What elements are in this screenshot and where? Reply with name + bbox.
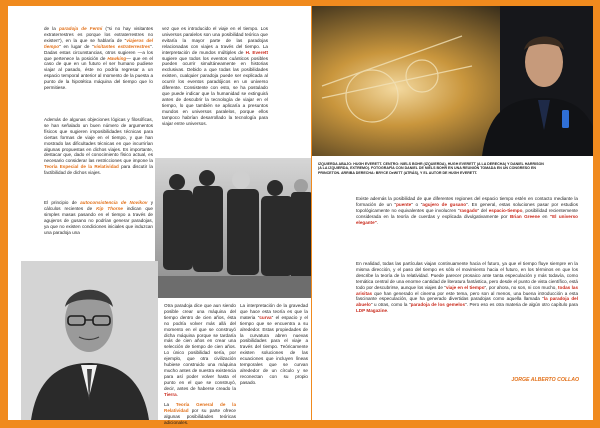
paragraph-text: Además de algunas objeciones lógicas y filosóficas, se han señalado un buen número de argumentos físicos que sugieren imposibilidades técnicas para ciertas formas de viaje en el tiempo, y que han mostrado las dificultades técnicas en que incurrirían algunas propuestas en dichos viajes. Es importante, destacar que, dado el conocimiento físico actual, es necesario considerar las restricciones que impone la (44, 117, 153, 164)
col2-para1 (162, 26, 268, 126)
highlighted-term: Kip Thorne (96, 205, 123, 211)
photo-scientist-lab (312, 6, 593, 156)
portrait-hugh-everett (21, 261, 158, 420)
highlighted-term: paradoja de Fermi (58, 26, 103, 31)
highlighted-term: curva (259, 314, 272, 320)
highlighted-term: "El universo elegante" (356, 213, 578, 225)
paragraph-text: de la (44, 26, 59, 31)
paragraph-text: por su parte ofrece algunas posibilidades teóricas adicionales. (164, 407, 236, 425)
paragraph-text: ("si no hay visitantes extraterrestres es porque los extraterrestres no existen"), en la que se hablaría de " (44, 26, 153, 43)
paragraph-text: La interpretación de la gravedad que hace esta teoría es que la materia " (240, 303, 308, 320)
col2-lower-para2 (164, 402, 236, 426)
paragraph-text: ". Dadas estas circunstancias, otros sugieren —a los que pertenece la posición de (44, 43, 153, 61)
col1-para3 (44, 200, 153, 235)
paragraph-text: . (176, 391, 178, 397)
left-page (8, 6, 311, 425)
highlighted-term: Brian Greene (509, 213, 540, 219)
highlighted-term: rasgado (459, 207, 478, 213)
paragraph-text: " u otras, como la " (370, 302, 411, 308)
paragraph-text: . (376, 219, 379, 225)
highlighted-term: puente (396, 201, 412, 207)
highlighted-term: paradoja de los gemelos (410, 302, 465, 308)
paragraph-text: ". En general, estas soluciones pasar por estudios topológicamente no equivalentes que involucren " (356, 201, 578, 213)
paragraph-text: " o " (411, 201, 423, 207)
highlighted-term: Tierra (164, 391, 177, 397)
highlighted-term: autoconsistencia de Novikov (80, 200, 148, 205)
paragraph-text: . (387, 308, 389, 314)
paragraph-text: vez que es introducido el viaje en el tiempo. Los universos paralelos son una posibilidad teórica que evitaría la mayor parte de las paradojas relacionadas con viajes a través del tiempo. La interpretación de mundos múltiples de (162, 26, 268, 55)
highlighted-term: Teoría Especial de la Relatividad (44, 164, 119, 170)
paragraph-text: , posibilidad recientemente considerada en la teoría de cuerdas y explicada divulgativamente por (356, 207, 578, 219)
col2-lower-para1 (164, 303, 236, 398)
highlighted-term: viaje en el tiempo (445, 284, 485, 290)
highlighted-term: LDP Magazine (356, 308, 388, 314)
paragraph-text: en (539, 213, 550, 219)
paragraph-text: " el espacio y el tiempo que se encuentra a su alrededor. Estas propiedades de la curvatura abren nuevas posibilidades para el viaje a través del tiempo. Teóricamente existen soluciones de las ecuaciones que incluyen líneas temporales que se curvan alrededor de un círculo y se reconectan con su propio pasado. (240, 314, 308, 385)
highlighted-term: visitantes extraterrestres (93, 43, 151, 49)
paragraph-text: " del (477, 207, 489, 213)
paragraph-text: ". Pero eso es otra materia de algún otro capítulo para (465, 302, 578, 308)
author-credit: JORGE ALBERTO COLLAO (511, 377, 579, 383)
col1-para1 (44, 26, 153, 91)
highlighted-term: agujero de gusano (422, 201, 467, 207)
paragraph-text: para discutir la factibilidad de dichos viajes. (44, 164, 153, 176)
paragraph-text: — que en el caso de que en un futuro el ser humano pudiese viajar al pasado, éste no podría regresar a un espacio temporal anterior al momento de la puesta a punto de la hipotética máquina del tiempo que lo permitiese. (44, 55, 153, 91)
paragraph-text: En realidad, todas las partículas viajan continuamente hacia el futuro, ya que el tiempo fluye siempre en la misma dirección, y el paso del tiempo es sólo el movimiento hacia el futuro, en los términos en que los describe la teoría de la relatividad. Puede parecer prosaico ante tanta especulación y más todavía, como temática central de una enorme cantidad de literatura fantástica, pero desde el punto de vista científico, está todo por descubrirse, aunque los viajes de " (356, 261, 578, 290)
col1-para2 (44, 117, 153, 176)
paragraph-text: que han generado el cinema por este tema, pero son al menos, una buena introducción a esta fascinante especulación, que ha generado divertidas paradojas como aquella llamada " (356, 290, 578, 302)
paragraph-text: sugiere que todos los eventos cuánticos posibles pueden ocurrir simultáneamente en historias exclusivas. Debido a que todas las posibilidades existen, cualquier paradoja puede ser explicada al ocurrir los eventos paradójicos en un universo diferente. Consistente con esto, se ha postulado que puede indicar que la humanidad se extinguirá antes de descubrir la tecnología de viajar en el tiempo, lo que también se aplicaría a presuntos mundos en universos paralelos, porque ellos tampoco habrían desarrollado la tecnología para viajar entre universos. (162, 55, 268, 126)
col4-para2 (356, 261, 578, 314)
highlighted-term: Teoría General de la Relatividad (164, 402, 237, 413)
highlighted-term: todas las arisitas (356, 284, 578, 296)
paragraph-text: " en lugar de " (59, 43, 94, 49)
paragraph-text: El principio de (44, 200, 81, 205)
paragraph-text: indican que simples masas pasando en el tiempo a través de agujeros de gusano no podrían generar paradojas, ya que no existen condiciones iniciales que induzcan una paradoja una (44, 205, 153, 235)
paragraph-text: La (164, 402, 176, 407)
highlighted-term: H. Everett (245, 49, 268, 55)
highlighted-term: la paradoja del abuelo (356, 296, 579, 308)
col4-para1 (356, 196, 578, 226)
paragraph-text: Existe además la posibilidad de que diferentes regiones del espacio tiempo estén en contacto mediante la formación de un " (356, 196, 578, 207)
photo-caption: IZQUIERDA ABAJO: HUGH EVERETT. CENTRO: NIELS BOHR (IZQUIERDA), HUGH EVERETT (A LA DERECHA) Y DANIEL HARRISON (A LA IZQUIERDA, EXTREMO). FOTOGRAFÍA CON DANIEL DE NIELS BOHR EN UNA REUNIÓN TOMADA EN UN CONGRESO EN PRINCETON. ARRIBA DERECHA: BRYCE DeWITT (ATRÁS), Y EL AUTOR DE HUGH EVERETT. (318, 162, 544, 175)
paragraph-text: ", por ahora, no son, ni con mucho, (484, 284, 558, 290)
right-page (312, 6, 593, 420)
highlighted-term: espacio-tiempo (488, 207, 523, 213)
paragraph-text: y cálculos recientes de (44, 200, 154, 211)
highlighted-term: Hawking (107, 55, 127, 61)
paragraph-text: Otra paradoja dice que aun siendo posible crear una máquina del tiempo dentro de cien años, ésta no podría volver más allá del momento en el que se construyó dicha máquina porque se tardaría más de cien años en crear una selección de tiempo de cien años. Lo único posibilidad sería, por ejemplo, que otra civilización hubiese construido una máquina mucho antes de nuestra existencia para así poder volver hasta el punto en el que se construyó, decir, antes de haberse creado la (164, 303, 236, 391)
group-photo-niels-bohr (155, 158, 311, 298)
highlighted-term: viajeros del tiempo (44, 37, 153, 49)
col3-lower-para1 (240, 303, 308, 386)
